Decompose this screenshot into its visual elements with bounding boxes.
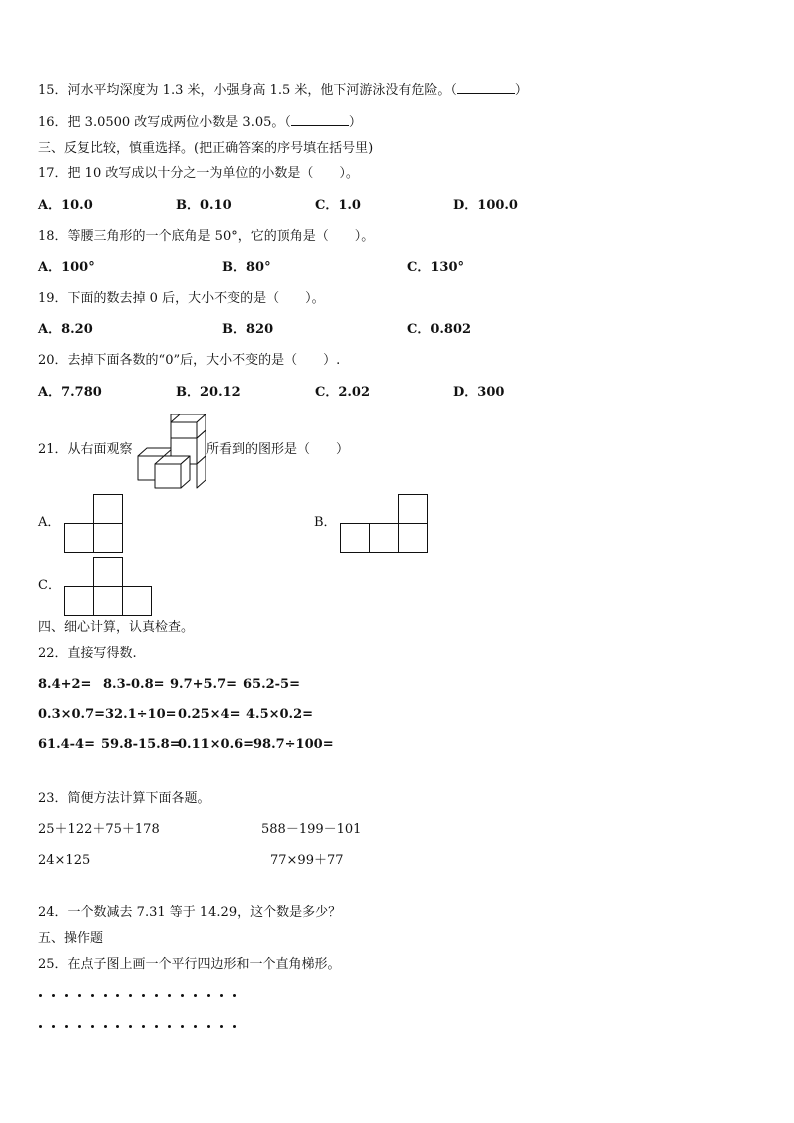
- grid-dot[interactable]: [39, 1025, 42, 1028]
- option-a[interactable]: A．100°: [38, 260, 95, 275]
- question-15: [38, 83, 528, 99]
- grid-dot[interactable]: [91, 1025, 94, 1028]
- closing-paren: ）: [348, 115, 362, 130]
- grid-dot[interactable]: [65, 1025, 68, 1028]
- calc-item: 4.5×0.2=: [246, 707, 314, 722]
- square: [369, 523, 399, 553]
- calc-item: 61.4-4=: [38, 737, 95, 752]
- square: [93, 586, 123, 616]
- grid-dot[interactable]: [194, 994, 197, 997]
- square: [93, 494, 123, 524]
- grid-dot[interactable]: [194, 1025, 197, 1028]
- square: [398, 523, 428, 553]
- question-23: 23．简便方法计算下面各题。: [38, 791, 211, 806]
- grid-dot[interactable]: [168, 1025, 171, 1028]
- calc-item: 8.4+2=: [38, 677, 92, 692]
- question-21-suffix: 所看到的图形是（ ）: [206, 442, 350, 457]
- grid-dot[interactable]: [65, 994, 68, 997]
- grid-dot[interactable]: [116, 1025, 119, 1028]
- question-20: 20．去掉下面各数的“0”后，大小不变的是（ ）.: [38, 353, 341, 368]
- grid-dot[interactable]: [220, 994, 223, 997]
- calc-item: 588－199－101: [261, 822, 362, 837]
- option-c[interactable]: C．1.0: [315, 198, 361, 213]
- calc-item: 0.25×4=: [178, 707, 241, 722]
- cube-stack-figure: [136, 414, 206, 492]
- grid-dot[interactable]: [129, 1025, 132, 1028]
- section-4-heading: 四、细心计算，认真检查。: [38, 620, 195, 635]
- grid-dot[interactable]: [52, 1025, 55, 1028]
- question-25: 25．在点子图上画一个平行四边形和一个直角梯形。: [38, 957, 341, 972]
- grid-dot[interactable]: [116, 994, 119, 997]
- square: [122, 586, 152, 616]
- grid-dot[interactable]: [142, 994, 145, 997]
- section-3-heading: 三、反复比较，慎重选择。(把正确答案的序号填在括号里): [38, 141, 374, 156]
- calc-item: 32.1÷10=: [105, 707, 177, 722]
- square: [93, 557, 123, 587]
- closing-paren: ）: [514, 83, 528, 98]
- grid-dot[interactable]: [78, 994, 81, 997]
- option-c[interactable]: C．2.02: [315, 385, 371, 400]
- question-18: 18．等腰三角形的一个底角是 50°，它的顶角是（ ）。: [38, 229, 375, 244]
- grid-dot[interactable]: [181, 1025, 184, 1028]
- option-b[interactable]: B．0.10: [176, 198, 232, 213]
- grid-dot[interactable]: [233, 1025, 236, 1028]
- answer-blank[interactable]: [291, 125, 349, 126]
- question-16-text: 16．把 3.0500 改写成两位小数是 3.05。（: [38, 115, 291, 130]
- grid-dot[interactable]: [155, 1025, 158, 1028]
- option-b[interactable]: B．80°: [222, 260, 271, 275]
- calc-item: 25＋122＋75＋178: [38, 822, 160, 837]
- grid-dot[interactable]: [78, 1025, 81, 1028]
- option-c[interactable]: C．0.802: [407, 322, 472, 337]
- grid-dot[interactable]: [155, 994, 158, 997]
- calc-item: 77×99＋77: [270, 853, 344, 868]
- grid-dot[interactable]: [104, 1025, 107, 1028]
- question-15-text: 15．河水平均深度为 1.3 米，小强身高 1.5 米，他下河游泳没有危险。（: [38, 83, 457, 98]
- calc-item: 59.8-15.8=: [101, 737, 181, 752]
- calc-item: 0.11×0.6=: [178, 737, 255, 752]
- grid-dot[interactable]: [220, 1025, 223, 1028]
- grid-dot[interactable]: [207, 994, 210, 997]
- calc-item: 0.3×0.7=: [38, 707, 106, 722]
- square: [93, 523, 123, 553]
- grid-dot[interactable]: [104, 994, 107, 997]
- grid-dot[interactable]: [129, 994, 132, 997]
- option-c[interactable]: C．: [38, 578, 61, 593]
- option-d[interactable]: D．300: [453, 385, 505, 400]
- square: [340, 523, 370, 553]
- grid-dot[interactable]: [207, 1025, 210, 1028]
- option-b[interactable]: B．820: [222, 322, 274, 337]
- option-a[interactable]: A．: [38, 515, 61, 530]
- option-b[interactable]: B．20.12: [176, 385, 241, 400]
- option-b[interactable]: B．: [314, 515, 337, 530]
- option-a[interactable]: A．7.780: [38, 385, 102, 400]
- calc-item: 24×125: [38, 853, 91, 868]
- question-21-prefix: 21．从右面观察: [38, 442, 133, 457]
- option-c[interactable]: C．130°: [407, 260, 464, 275]
- grid-dot[interactable]: [233, 994, 236, 997]
- square: [398, 494, 428, 524]
- calc-item: 98.7÷100=: [253, 737, 334, 752]
- section-5-heading: 五、操作题: [38, 931, 104, 946]
- calc-item: 8.3-0.8=: [103, 677, 165, 692]
- grid-dot[interactable]: [168, 994, 171, 997]
- grid-dot[interactable]: [91, 994, 94, 997]
- grid-dot[interactable]: [52, 994, 55, 997]
- question-24: 24．一个数减去 7.31 等于 14.29，这个数是多少？: [38, 905, 342, 920]
- calc-item: 65.2-5=: [243, 677, 300, 692]
- option-d[interactable]: D．100.0: [453, 198, 518, 213]
- square: [64, 586, 94, 616]
- question-17: 17．把 10 改写成以十分之一为单位的小数是（ ）。: [38, 166, 359, 181]
- grid-dot[interactable]: [39, 994, 42, 997]
- option-a[interactable]: A．10.0: [38, 198, 93, 213]
- question-16: [38, 115, 362, 131]
- option-a[interactable]: A．8.20: [38, 322, 93, 337]
- question-19: 19．下面的数去掉 0 后，大小不变的是（ ）。: [38, 291, 325, 306]
- grid-dot[interactable]: [142, 1025, 145, 1028]
- grid-dot[interactable]: [181, 994, 184, 997]
- answer-blank[interactable]: [457, 93, 515, 94]
- calc-item: 9.7+5.7=: [170, 677, 238, 692]
- square: [64, 523, 94, 553]
- question-22: 22．直接写得数.: [38, 646, 137, 661]
